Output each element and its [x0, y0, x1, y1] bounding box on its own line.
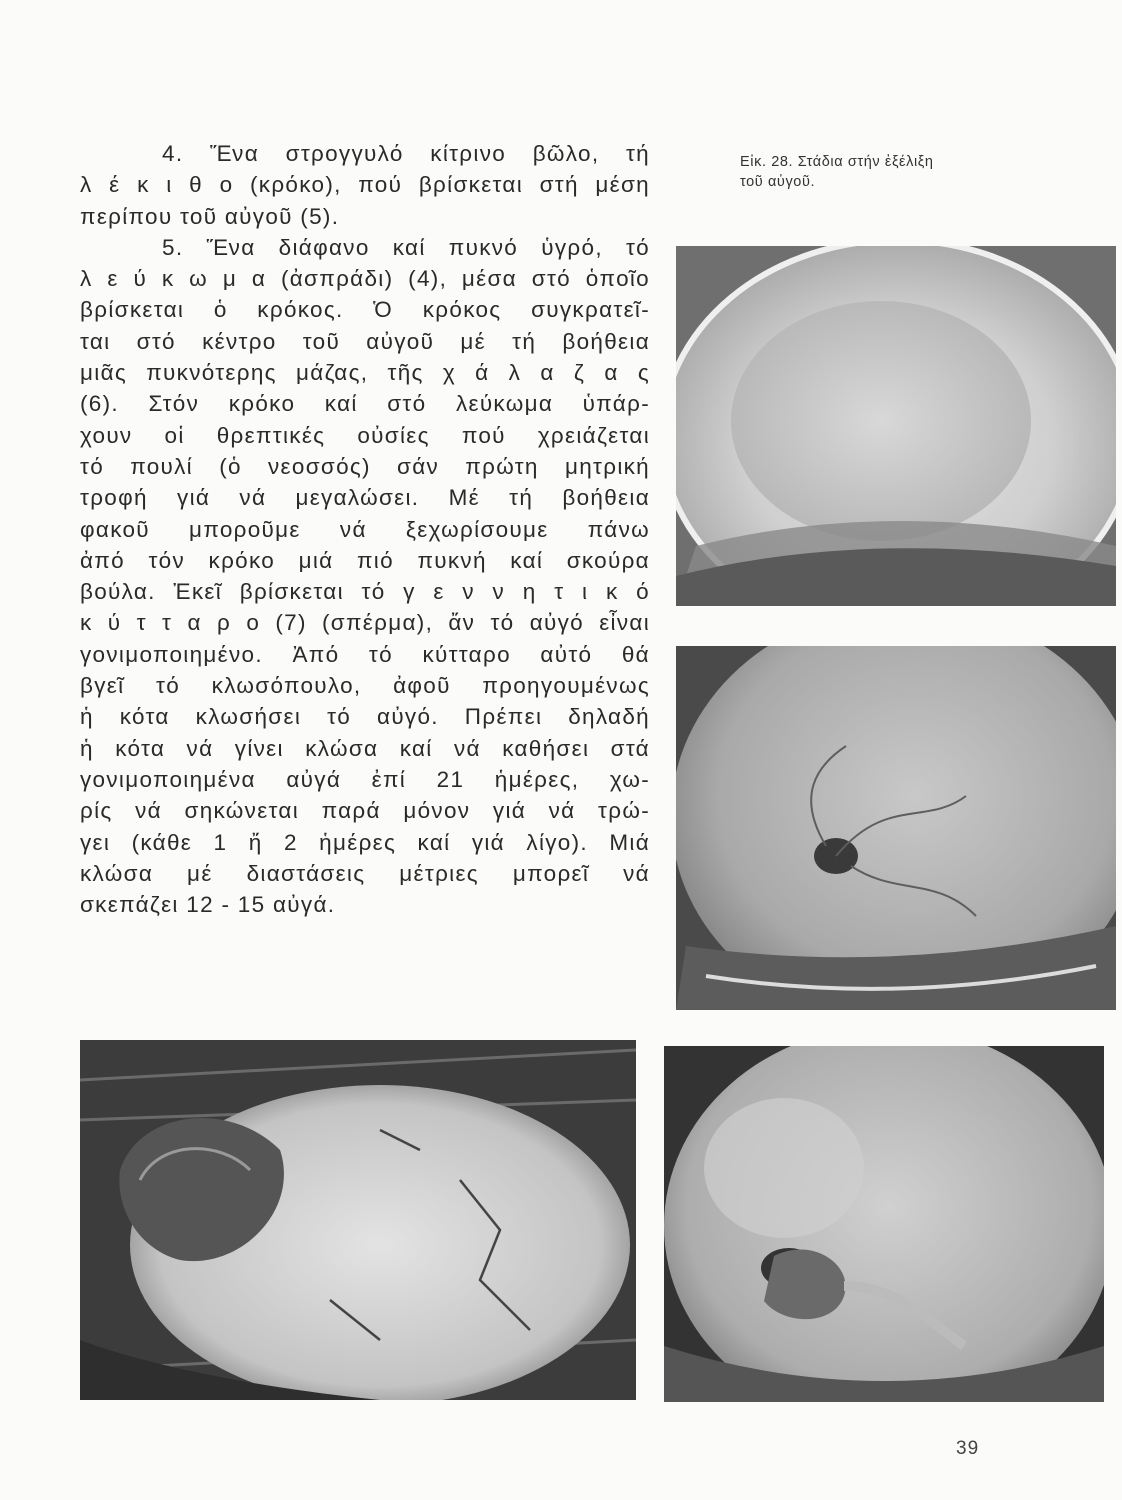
text-line: 4. Ἕνα στρογγυλό κίτρινο βῶλο, τή [162, 141, 650, 166]
text-line: (6). Στόν κρόκο καί στό λεύκωμα ὑπάρ- [80, 391, 650, 417]
text-line: φακοῦ μποροῦμε νά ξεχωρίσουμε πάνω [80, 516, 650, 542]
page-number: 39 [956, 1438, 980, 1459]
text-line: ται στό κέντρο τοῦ αὐγοῦ μέ τή βοήθεια [80, 328, 650, 354]
text-line: τό πουλί (ὁ νεοσσός) σάν πρώτη μητρική [80, 453, 650, 479]
caption-line: τοῦ αὐγοῦ. [740, 174, 816, 190]
text-line: σκεπάζει 12 - 15 αὐγά. [80, 892, 336, 918]
text-line: κλώσα μέ διαστάσεις μέτριες μπορεῖ νά [80, 860, 650, 886]
figure-caption [740, 152, 1040, 192]
text-line: κ ύ τ τ α ρ ο (7) (σπέρμα), ἄν τό αὐγό εἶναι [80, 610, 650, 636]
text-line: ρίς νά σηκώνεται παρά μόνον γιά νά τρώ- [80, 798, 650, 824]
text-line: μιᾶς πυκνότερης μάζας, τῆς χ ά λ α ζ α ς [80, 360, 650, 386]
text-line: βρίσκεται ὁ κρόκος. Ὁ κρόκος συγκρατεῖ- [80, 297, 650, 323]
text-line: βγεῖ τό κλωσόπουλο, ἀφοῦ προηγουμένως [80, 673, 650, 699]
text-line: περίπου τοῦ αὐγοῦ (5). [80, 203, 340, 229]
text-line: ἡ κότα κλωσήσει τό αὐγό. Πρέπει δηλαδή [80, 704, 650, 730]
egg-stage-photo-chick [664, 1046, 1104, 1402]
text-line: τροφή γιά νά μεγαλώσει. Μέ τή βοήθεια [80, 485, 650, 511]
text-line: γει (κάθε 1 ἤ 2 ἡμέρες καί γιά λίγο). Μιά [80, 829, 650, 855]
text-line: λ ε ύ κ ω μ α (ἀσπράδι) (4), μέσα στό ὁποῖο [80, 266, 650, 292]
text-line: ἀπό τόν κρόκο μιά πιό πυκνή καί σκούρα [80, 547, 650, 573]
text-line: λ έ κ ι θ ο (κρόκο), πού βρίσκεται στή μέση [80, 172, 650, 198]
text-line: χουν οἱ θρεπτικές οὐσίες πού χρειάζεται [80, 422, 650, 448]
egg-stage-photo-yolk [676, 246, 1116, 606]
text-line: ἡ κότα νά γίνει κλώσα καί νά καθήσει στά [80, 735, 650, 761]
text-line: γονιμοποιημένα αὐγά ἐπί 21 ἡμέρες, χω- [80, 766, 650, 792]
body-text [80, 138, 650, 920]
egg-stage-photo-embryo [676, 646, 1116, 1010]
caption-line: Εἰκ. 28. Στάδια στήν ἐξέλιξη [740, 154, 934, 170]
egg-stage-photo-hatching [80, 1040, 636, 1400]
text-line: βούλα. Ἐκεῖ βρίσκεται τό γ ε ν ν η τ ι κ ό [80, 579, 650, 605]
text-line: γονιμοποιημένο. Ἀπό τό κύτταρο αὐτό θά [80, 641, 650, 667]
text-line: 5. Ἕνα διάφανο καί πυκνό ὑγρό, τό [162, 234, 650, 260]
